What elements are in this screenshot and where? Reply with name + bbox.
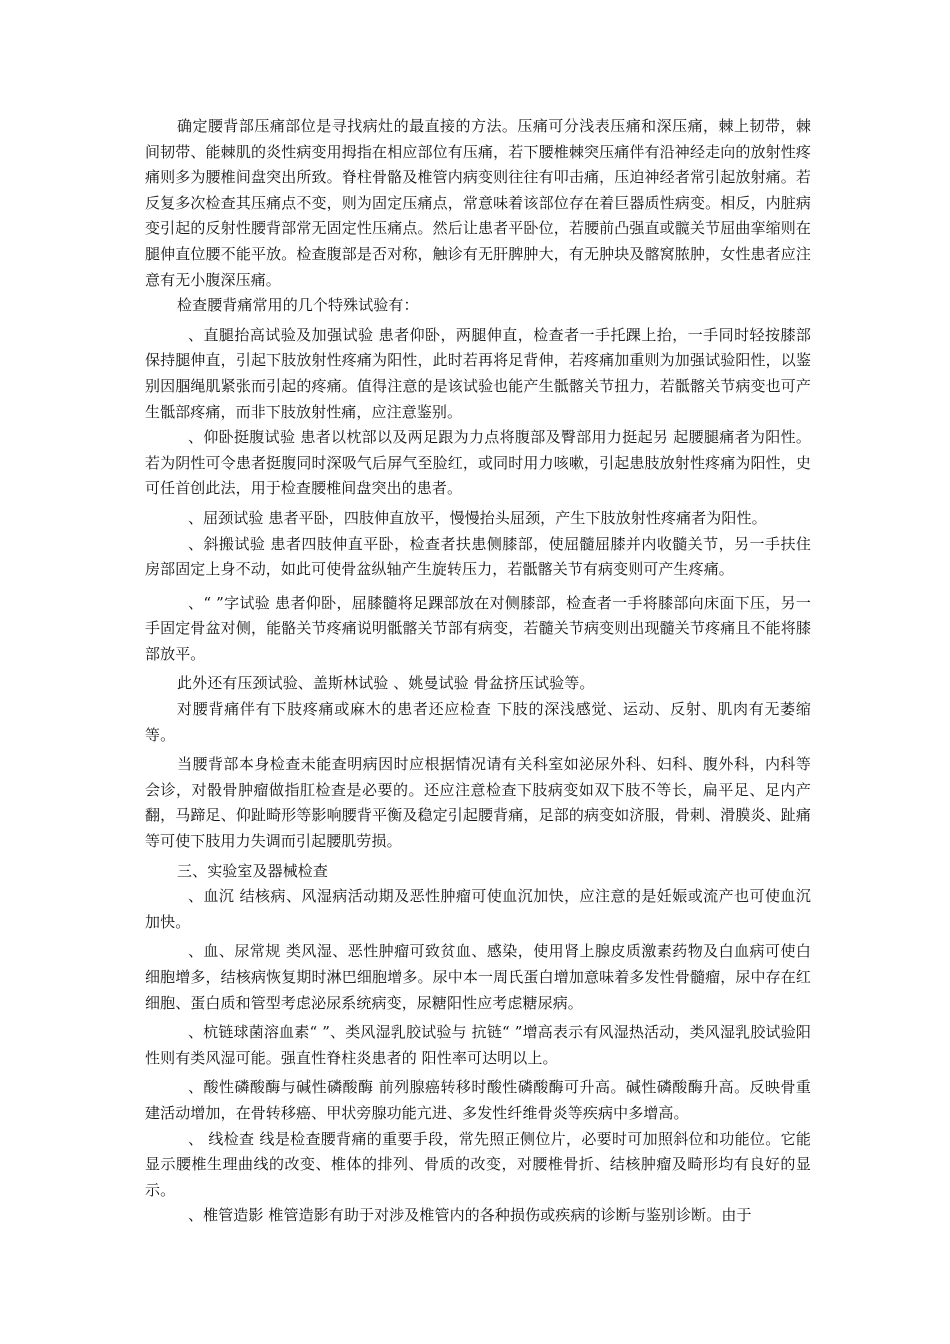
paragraph-consultation: 当腰背部本身检查未能查明病因时应根据情况请有关科室如泌尿外科、妇科、腹外科，内科等会诊，对骰骨肿瘤做指肛检查是必要的。还应注意检查下肢病变如双下肢不等长，扁平足、足内产翻，马蹄足、仰趾畸形等影响腰背平衡及稳定引起腰背痛，足部的病变如济服，骨刺、滑膜炎、趾痛等可使下肢用力失调而引起腰肌劳损。 — [145, 755, 811, 851]
paragraph-straight-leg-raise-test: 、直腿抬高试验及加强试验 患者仰卧，两腿伸直，检查者一手托踝上抬，一手同时轻按膝部保持腿伸直，引起下肢放射性疼痛为阳性，此时若再将足背伸，若疼痛加重则为加强试验阳性，以鉴别因腘绳肌紧张而引起的疼痛。值得注意的是该试验也能产生骶髂关节扭力，若骶髂关节病变也可产生骶部疼痛，而非下肢放射性痛，应注意鉴别。 — [145, 325, 811, 421]
paragraph-blood-urine-routine: 、血、尿常规 类风湿、恶性肿瘤可致贫血、感染，使用肾上腺皮质激素药物及白血病可使白细胞增多，结核病恢复期时淋巴细胞增多。尿中本一周氏蛋白增加意味着多发性骨髓瘤，尿中存在红细胞、蛋白质和管型考虑泌尿系统病变，尿糖阳性应考虑糖尿病。 — [145, 942, 811, 1012]
paragraph-aso-rf-tests: 、杭链球菌溶血素“ ”、类风湿乳胶试验与 抗链“ ”增高表示有风湿热活动，类风湿乳胶试验阳性则有类风湿可能。强直性脊柱炎患者的 阳性率可达明以上。 — [145, 1023, 811, 1067]
paragraph-tenderness-location: 确定腰背部压痛部位是寻找病灶的最直接的方法。压痛可分浅表压痛和深压痛，棘上韧带，棘间韧带、能棘肌的炎性病变用拇指在相应部位有压痛，若下腰椎棘突压痛伴有沿神经走向的放射性疼痛则多为腰椎间盘突出所致。脊柱骨骼及椎管内病变则往往有叩击痛，压迫神经者常引起放射痛。若反复多次检查其压痛点不变，则为固定压痛点，常意味着该部位存在着巨器质性病变。相反，内脏病变引起的反射性腰背部常无固定性压痛点。然后让患者平卧位，若腰前凸强直或髋关节屈曲挛缩则在腿伸直位腰不能平放。检查腹部是否对称，触诊有无肝脾肿大，有无肿块及髂窝脓肿，女性患者应注意有无小腹深压痛。 — [145, 117, 811, 289]
paragraph-supine-abdomen-test: 、仰卧挺腹试验 患者以枕部以及两足跟为力点将腹部及臀部用力挺起另 起腰腿痛者为阳性。若为阴性可令患者挺腹同时深吸气后屏气至脸红，或同时用力咳嗽，引起患肢放射性疼痛为阳性，史可任首创此法，用于检查腰椎间盘突出的患者。 — [145, 428, 811, 498]
paragraph-figure-four-test: 、“ ”字试验 患者仰卧，屈膝髓将足踝部放在对侧膝部，检查者一手将膝部向床面下压，另一手固定骨盆对侧，能骼关节疼痛说明骶髂关节部有病变，若髓关节病变则出现髓关节疼痛且不能将膝部放平。 — [145, 593, 811, 663]
paragraph-oblique-pull-test: 、斜搬试验 患者四肢伸直平卧，检查者扶患侧膝部，使屈髓屈膝并内收髓关节，另一手扶住房部固定上身不动，如此可使骨盆纵轴产生旋转压力，若骶髂关节有病变则可产生疼痛。 — [145, 534, 811, 579]
paragraph-other-tests: 此外还有压颈试验、盖斯林试验 、姚曼试验 骨盆挤压试验等。 — [177, 674, 595, 693]
section-heading-lab-exams: 三、实验室及器械检查 — [177, 861, 329, 880]
paragraph-neck-flexion-test: 、屈颈试验 患者平卧，四肢伸直放平，慢慢抬头屈颈，产生下肢放射性疼痛者为阳性。 — [188, 508, 767, 527]
paragraph-myelography: 、椎管造影 椎管造影有助于对涉及椎管内的各种损伤或疾病的诊断与鉴别诊断。由于 — [188, 1206, 752, 1225]
paragraph-esr: 、血沉 结核病、风湿病活动期及恶性肿瘤可使血沉加快，应注意的是妊娠或流产也可使血沉加快。 — [145, 887, 811, 931]
paragraph-special-tests-intro: 检查腰背痛常用的几个特殊试验有： — [177, 296, 419, 315]
paragraph-lower-limb-check: 对腰背痛伴有下肢疼痛或麻木的患者还应检查 下肢的深浅感觉、运动、反射、肌肉有无萎缩等。 — [145, 700, 811, 744]
document-body — [145, 114, 811, 1229]
paragraph-phosphatase: 、酸性磷酸酶与碱性磷酸酶 前列腺癌转移时酸性磷酸酶可升高。碱性磷酸酶升高。反映骨重建活动增加，在骨转移癌、甲状旁腺功能亢进、多发性纤维骨炎等疾病中多增高。 — [145, 1078, 811, 1122]
paragraph-xray: 、 线检查 线是检查腰背痛的重要手段，常先照正侧位片，必要时可加照斜位和功能位。它能显示腰椎生理曲线的改变、椎体的排列、骨质的改变，对腰椎骨折、结核肿瘤及畸形均有良好的显示。 — [145, 1129, 811, 1199]
